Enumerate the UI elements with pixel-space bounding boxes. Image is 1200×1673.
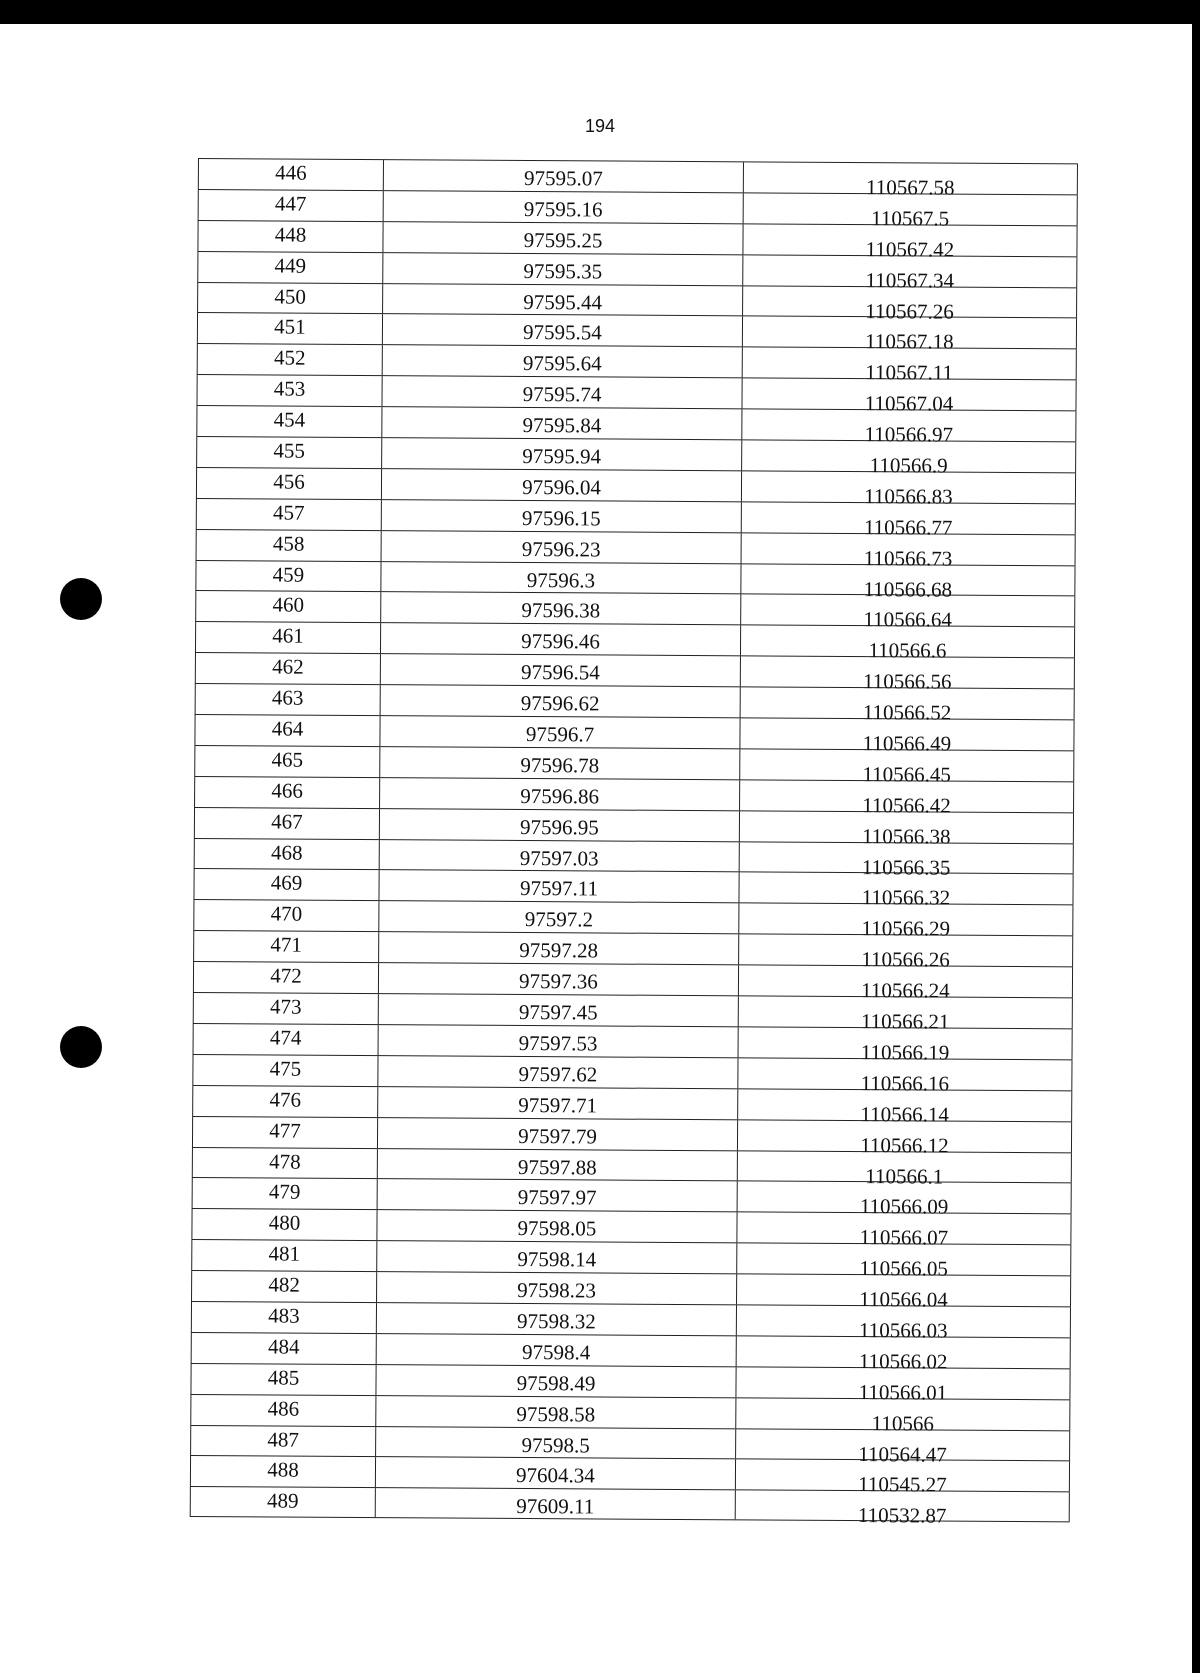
y-coordinate-cell: 110567.26 — [742, 286, 1077, 318]
table-row — [193, 868, 1073, 911]
x-coordinate-cell: 97595.94 — [381, 438, 741, 470]
y-coordinate-cell: 110566.38 — [739, 811, 1074, 843]
point-number-cell: 452 — [197, 344, 382, 375]
x-coordinate-cell: 97598.49 — [375, 1365, 735, 1397]
point-number-cell: 463 — [195, 684, 380, 715]
point-number-cell: 479 — [192, 1178, 377, 1209]
table-row — [192, 1085, 1072, 1127]
x-coordinate-cell: 97596.3 — [380, 562, 740, 594]
x-coordinate-cell: 97598.5 — [375, 1427, 735, 1459]
table-row — [194, 776, 1074, 818]
table-row — [193, 1023, 1073, 1065]
x-coordinate-cell: 97597.53 — [378, 1025, 738, 1057]
x-coordinate-cell: 97597.03 — [379, 840, 739, 872]
x-coordinate-cell: 97595.74 — [381, 376, 741, 408]
y-coordinate-cell: 110566.16 — [737, 1058, 1072, 1090]
x-coordinate-cell: 97597.88 — [377, 1149, 737, 1181]
y-coordinate-cell: 110566.52 — [740, 687, 1075, 719]
point-number-cell: 471 — [193, 931, 378, 962]
table-row — [196, 436, 1076, 478]
table-row — [198, 189, 1078, 231]
table-row — [196, 374, 1076, 416]
y-coordinate-cell: 110566.6 — [740, 626, 1075, 658]
table-row — [192, 1146, 1072, 1189]
table-row — [197, 343, 1077, 385]
point-number-cell: 455 — [196, 437, 381, 468]
y-coordinate-cell: 110567.11 — [742, 348, 1077, 380]
point-number-cell: 486 — [190, 1395, 375, 1426]
point-number-cell: 483 — [191, 1302, 376, 1333]
table-row — [190, 1486, 1070, 1528]
table-row — [197, 251, 1077, 293]
point-number-cell: 472 — [193, 962, 378, 993]
x-coordinate-cell: 97598.58 — [375, 1396, 735, 1428]
x-coordinate-cell: 97596.15 — [381, 500, 741, 532]
table-row — [191, 1332, 1071, 1374]
table-row — [193, 961, 1073, 1003]
x-coordinate-cell: 97597.71 — [377, 1087, 737, 1119]
table-row — [194, 745, 1074, 787]
y-coordinate-cell: 110532.87 — [735, 1491, 1070, 1522]
page-number: 194 — [584, 116, 616, 136]
x-coordinate-cell: 97595.35 — [382, 253, 742, 285]
y-coordinate-cell: 110567.18 — [742, 317, 1077, 349]
y-coordinate-cell: 110566.21 — [738, 996, 1073, 1028]
table-row — [192, 1054, 1072, 1096]
y-coordinate-cell: 110567.5 — [743, 193, 1078, 225]
table-row — [195, 683, 1075, 725]
y-coordinate-cell: 110566.29 — [738, 904, 1073, 936]
x-coordinate-cell: 97595.54 — [382, 315, 742, 347]
table-row — [197, 312, 1077, 355]
table-row — [191, 1301, 1071, 1343]
y-coordinate-cell: 110566.1 — [737, 1151, 1072, 1183]
point-number-cell: 470 — [193, 900, 378, 931]
point-number-cell: 474 — [193, 1024, 378, 1055]
y-coordinate-cell: 110566.32 — [738, 873, 1073, 905]
y-coordinate-cell: 110566.97 — [741, 409, 1076, 441]
point-number-cell: 464 — [194, 715, 379, 746]
x-coordinate-cell: 97595.84 — [381, 407, 741, 439]
table-row — [192, 1116, 1072, 1158]
y-coordinate-cell: 110566.45 — [739, 749, 1074, 781]
y-coordinate-cell: 110545.27 — [735, 1460, 1070, 1492]
table-row — [190, 1363, 1070, 1405]
x-coordinate-cell: 97597.79 — [377, 1118, 737, 1150]
x-coordinate-cell: 97596.62 — [380, 685, 740, 717]
table-row — [191, 1239, 1071, 1281]
x-coordinate-cell: 97596.54 — [380, 654, 740, 686]
x-coordinate-cell: 97597.2 — [378, 901, 738, 933]
table-row — [193, 992, 1073, 1034]
x-coordinate-cell: 97597.11 — [378, 871, 738, 903]
y-coordinate-cell: 110566.77 — [741, 502, 1076, 534]
x-coordinate-cell: 97597.45 — [378, 994, 738, 1026]
table-row — [197, 220, 1077, 262]
table-row — [190, 1394, 1070, 1436]
x-coordinate-cell: 97596.46 — [380, 623, 740, 655]
point-number-cell: 482 — [191, 1271, 376, 1302]
x-coordinate-cell: 97598.32 — [376, 1303, 736, 1335]
point-number-cell: 465 — [194, 746, 379, 777]
punch-hole-top — [60, 578, 102, 620]
point-number-cell: 450 — [197, 283, 382, 314]
point-number-cell: 485 — [190, 1364, 375, 1395]
scan-edge-right — [1192, 0, 1200, 1673]
x-coordinate-cell: 97596.95 — [379, 809, 739, 841]
y-coordinate-cell: 110567.34 — [742, 255, 1077, 287]
punch-hole-bottom — [60, 1026, 102, 1068]
table-row — [196, 498, 1076, 540]
x-coordinate-cell: 97595.25 — [382, 222, 742, 254]
coordinate-table — [190, 158, 1078, 1528]
x-coordinate-cell: 97596.23 — [381, 531, 741, 563]
table-row — [193, 930, 1073, 972]
table-row — [191, 1208, 1071, 1250]
y-coordinate-cell: 110566.73 — [741, 533, 1076, 565]
x-coordinate-cell: 97597.36 — [378, 963, 738, 995]
table-row — [195, 560, 1075, 602]
y-coordinate-cell: 110566.49 — [739, 718, 1074, 750]
x-coordinate-cell: 97595.16 — [383, 191, 743, 223]
point-number-cell: 462 — [195, 653, 380, 684]
point-number-cell: 457 — [196, 499, 381, 530]
table-row — [197, 282, 1077, 324]
point-number-cell: 448 — [197, 221, 382, 252]
x-coordinate-cell: 97597.97 — [377, 1180, 737, 1212]
y-coordinate-cell: 110566.19 — [738, 1027, 1073, 1059]
point-number-cell: 456 — [196, 468, 381, 499]
scan-edge-top — [0, 0, 1200, 24]
x-coordinate-cell: 97598.14 — [376, 1241, 736, 1273]
y-coordinate-cell: 110566.09 — [737, 1182, 1072, 1214]
table-row — [195, 621, 1075, 663]
table-row — [195, 590, 1075, 633]
point-number-cell: 481 — [191, 1240, 376, 1271]
point-number-cell: 488 — [190, 1456, 375, 1487]
y-coordinate-cell: 110566.42 — [739, 780, 1074, 812]
x-coordinate-cell: 97597.28 — [378, 932, 738, 964]
x-coordinate-cell: 97595.44 — [382, 284, 742, 316]
y-coordinate-cell: 110566.83 — [741, 471, 1076, 503]
table-row — [198, 158, 1078, 200]
y-coordinate-cell: 110566.64 — [740, 595, 1075, 627]
point-number-cell: 480 — [191, 1209, 376, 1240]
point-number-cell: 473 — [193, 993, 378, 1024]
point-number-cell: 487 — [190, 1425, 375, 1456]
point-number-cell: 475 — [192, 1055, 377, 1086]
y-coordinate-cell: 110566.12 — [737, 1120, 1072, 1152]
x-coordinate-cell: 97598.05 — [376, 1210, 736, 1242]
point-number-cell: 478 — [192, 1147, 377, 1178]
x-coordinate-cell: 97598.23 — [376, 1272, 736, 1304]
x-coordinate-cell: 97595.07 — [383, 160, 743, 192]
y-coordinate-cell: 110566.02 — [736, 1336, 1071, 1368]
y-coordinate-cell: 110564.47 — [735, 1429, 1070, 1461]
x-coordinate-cell: 97596.7 — [379, 716, 739, 748]
point-number-cell: 477 — [192, 1117, 377, 1148]
y-coordinate-cell: 110566.01 — [735, 1367, 1070, 1399]
y-coordinate-cell: 110566.04 — [736, 1274, 1071, 1306]
point-number-cell: 466 — [194, 777, 379, 808]
y-coordinate-cell: 110566.68 — [740, 564, 1075, 596]
point-number-cell: 489 — [190, 1487, 375, 1517]
point-number-cell: 460 — [195, 591, 380, 622]
point-number-cell: 446 — [198, 159, 383, 190]
y-coordinate-cell: 110567.04 — [741, 379, 1076, 411]
table-row — [196, 467, 1076, 509]
point-number-cell: 459 — [195, 561, 380, 592]
table-row — [194, 807, 1074, 849]
x-coordinate-cell: 97596.38 — [380, 593, 740, 625]
point-number-cell: 449 — [197, 252, 382, 283]
point-number-cell: 458 — [196, 530, 381, 561]
point-number-cell: 467 — [194, 808, 379, 839]
y-coordinate-cell: 110566 — [735, 1398, 1070, 1430]
table-row — [194, 714, 1074, 756]
point-number-cell: 461 — [195, 622, 380, 653]
x-coordinate-cell: 97598.4 — [376, 1334, 736, 1366]
y-coordinate-cell: 110566.07 — [736, 1213, 1071, 1245]
y-coordinate-cell: 110567.42 — [742, 224, 1077, 256]
point-number-cell: 469 — [193, 869, 378, 900]
table-row — [194, 838, 1074, 880]
point-number-cell: 476 — [192, 1086, 377, 1117]
table-row — [195, 652, 1075, 694]
y-coordinate-cell: 110566.26 — [738, 935, 1073, 967]
y-coordinate-cell: 110566.9 — [741, 440, 1076, 472]
table-row — [193, 899, 1073, 941]
table-row — [196, 405, 1076, 447]
x-coordinate-cell: 97597.62 — [377, 1056, 737, 1088]
y-coordinate-cell: 110566.35 — [739, 842, 1074, 874]
y-coordinate-cell: 110567.58 — [743, 162, 1078, 194]
point-number-cell: 468 — [194, 839, 379, 870]
table-row — [196, 529, 1076, 571]
table-row — [191, 1270, 1071, 1312]
y-coordinate-cell: 110566.14 — [737, 1089, 1072, 1121]
y-coordinate-cell: 110566.03 — [736, 1305, 1071, 1337]
table-row — [190, 1424, 1070, 1467]
x-coordinate-cell: 97595.64 — [382, 345, 742, 377]
x-coordinate-cell: 97596.86 — [379, 778, 739, 810]
x-coordinate-cell: 97609.11 — [375, 1488, 735, 1519]
x-coordinate-cell: 97596.78 — [379, 747, 739, 779]
point-number-cell: 451 — [197, 313, 382, 344]
table-row — [192, 1177, 1072, 1219]
y-coordinate-cell: 110566.56 — [740, 657, 1075, 689]
x-coordinate-cell: 97596.04 — [381, 469, 741, 501]
point-number-cell: 454 — [196, 406, 381, 437]
y-coordinate-cell: 110566.05 — [736, 1243, 1071, 1275]
point-number-cell: 484 — [191, 1333, 376, 1364]
x-coordinate-cell: 97604.34 — [375, 1458, 735, 1490]
y-coordinate-cell: 110566.24 — [738, 965, 1073, 997]
point-number-cell: 447 — [198, 190, 383, 221]
table-row — [190, 1455, 1070, 1498]
point-number-cell: 453 — [196, 375, 381, 406]
